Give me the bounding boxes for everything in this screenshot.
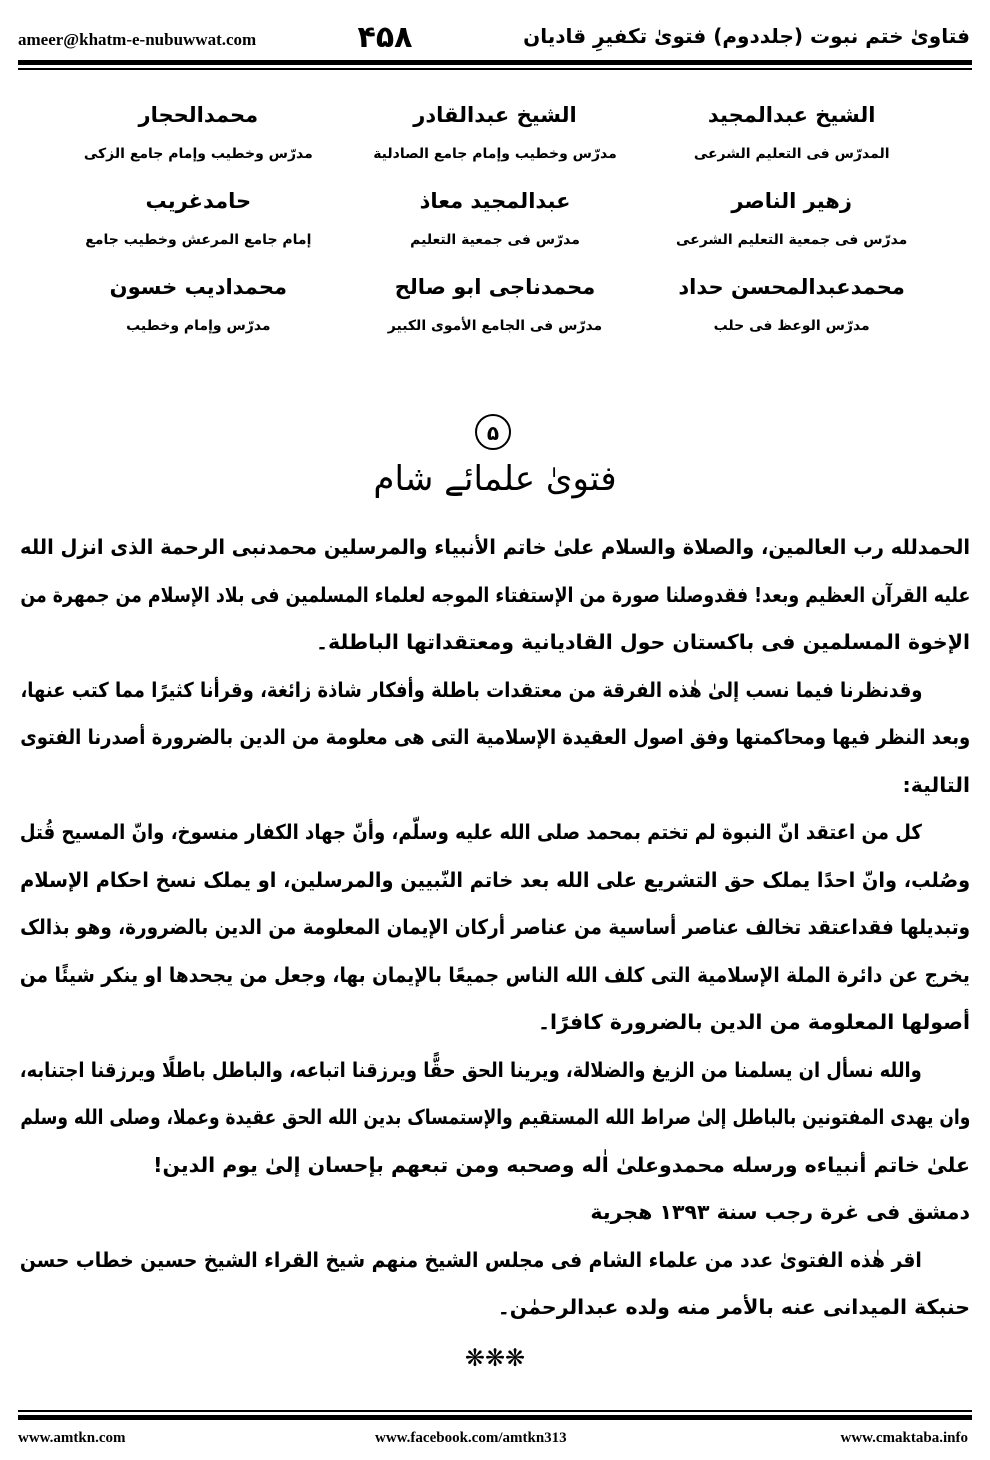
body-line: [20, 619, 970, 667]
signatory-title: المدرّس فی التعليم الشرعی: [693, 146, 890, 162]
footer-link-right[interactable]: www.cmaktaba.info: [840, 1430, 968, 1446]
body-line-text: يخرج عن دائرة الملة الإسلامية التی كلف الله الناس جميعًا بالإيمان بها، وجعل من يجحدها او ينكر شيئًا من: [20, 962, 970, 987]
header-rule-thin: [18, 68, 972, 70]
body-line: [20, 1284, 970, 1332]
body-line-text: وان يهدی المفتونين بالباطل إلیٰ صراط الله المستقيم والإستمساک بدين الله الحق عقيدة وعملا، وصلی الله وسلم: [20, 1105, 970, 1129]
body-line: [20, 809, 970, 857]
signatory-name: محمداديب خسون: [109, 275, 288, 299]
body-line: [20, 762, 970, 810]
body-line-text: اقر هٰذه الفتویٰ عدد من علماء الشام فی مجلس الشيخ منهم شيخ القراء الشيخ حسين خطاب حسن: [19, 1247, 922, 1272]
signatory: [50, 267, 347, 353]
signatory-name: زهير الناصر: [731, 189, 852, 213]
body-line-text: كل من اعتقد انّ النبوة لم تختم بمحمد صلی الله عليه وسلّم، وأنّ جهاد الكفار منسوخ، وانّ المسيح قُتل: [19, 820, 922, 844]
signatory-name: الشيخ عبدالمجيد: [707, 103, 876, 127]
signatory-name: عبدالمجيد معاذ: [419, 189, 571, 213]
date-line: [20, 1189, 970, 1237]
date-line-text: دمشق فی غرة رجب سنة ١٣٩٣ هجرية: [590, 1200, 970, 1224]
signatory-title: مدرّس الوعظ فی حلب: [713, 318, 870, 334]
body-line-text: والله نسأل ان يسلمنا من الزيغ والضلالة، ويرينا الحق حقًّا ويرزقنا اتباعه، والباطل باطلًا ويرزقنا اجتنابه،: [20, 1057, 922, 1082]
footer-rule-thick: [18, 1415, 972, 1420]
signatory: [347, 267, 644, 353]
body-line-text: عليه القرآن العظيم وبعد! فقدوصلنا صورة من الإستفتاء الموجه لعلماء المسلمين فی بلاد الإسلام من جمهرة من: [19, 582, 970, 607]
signatory: [643, 267, 940, 353]
body-line-text: وصُلب، وانّ احدًا يملک حق التشريع علی الله بعد خاتم النّبيين والمرسلين، او يملک نسخ احكام الإسلام: [20, 867, 970, 892]
signatories-grid: [50, 95, 940, 353]
signatory: [643, 181, 940, 267]
signatory: [347, 181, 644, 267]
signatory-title: مدرّس فی الجامع الأموی الكبير: [387, 318, 603, 334]
body-line-text: حنبكة الميدانی عنه بالأمر منه ولده عبدالرحمٰن۔: [497, 1295, 970, 1319]
page-number: ۴۵۸: [357, 20, 413, 55]
signatory-name: محمدناجی ابو صالح: [394, 275, 596, 299]
signatory-title: مدرّس وخطيب وإمام جامع الصادلية: [373, 146, 617, 162]
body-line: [20, 1047, 970, 1095]
fatwa-body: [20, 524, 970, 1332]
body-line: [20, 1094, 970, 1142]
body-line-text: الإخوة المسلمين فی باكستان حول القاديانية ومعتقداتها الباطلة۔: [316, 630, 970, 654]
signatory-name: محمدالحجار: [138, 103, 259, 127]
body-line-text: وتبديلها فقداعتقد تخالف عناصر أساسية من عناصر أركان الإيمان المعلومة من الدين بالضرورة، وهو بذالک: [20, 915, 970, 939]
signatory: [347, 95, 644, 181]
body-line-text: الحمدلله رب العالمين، والصلاة والسلام علىٰ خاتم الأنبياء والمرسلين محمدنبی الرحمة الذی انزل الله: [20, 535, 970, 559]
body-line: [20, 952, 970, 1000]
signatory-title: مدرّس فی جمعية التعليم الشرعی: [675, 232, 908, 248]
section-heading: فتویٰ علمائے شام: [373, 459, 617, 499]
body-line-text: وقدنظرنا فيما نسب إلیٰ هٰذه الفرقة من معتقدات باطلة وأفكار شاذة زائغة، وقرأنا كثيرًا مما كتب عنها،: [20, 677, 922, 702]
body-line-text: علیٰ خاتم أنبياءه ورسله محمدوعلیٰ اٰله وصحبه ومن تبعهم بإحسان إلیٰ يوم الدين!: [153, 1152, 970, 1177]
body-line: [20, 1237, 970, 1285]
book-title: فتاویٰ ختم نبوت (جلددوم) فتویٰ تکفیرِ قادیان: [523, 24, 970, 48]
footer-rule-thin: [18, 1410, 972, 1412]
body-line: [20, 524, 970, 572]
signatory: [643, 95, 940, 181]
footer-link-center[interactable]: www.facebook.com/amtkn313: [375, 1430, 567, 1446]
header-email: ameer@khatm-e-nubuwwat.com: [18, 30, 257, 49]
signatory: [50, 95, 347, 181]
body-line: [20, 1142, 970, 1190]
header-rule-thick: [18, 60, 972, 65]
signatory-title: مدرّس وخطيب وإمام جامع الزكی: [83, 146, 313, 162]
section-number: ۵: [475, 414, 511, 450]
signatory-title: مدرّس فی جمعية التعليم: [410, 232, 580, 248]
body-line: [20, 667, 970, 715]
body-line: [20, 714, 970, 762]
footer-link-left[interactable]: www.amtkn.com: [18, 1430, 126, 1446]
signatory: [50, 181, 347, 267]
body-line-text: أصولها المعلومة من الدين بالضرورة كافرًا۔: [537, 1010, 970, 1034]
section-end-ornament: ❋❋❋: [464, 1344, 526, 1372]
body-line: [20, 572, 970, 620]
body-line: [20, 999, 970, 1047]
body-line-text: التالية:: [902, 772, 970, 797]
body-line: [20, 904, 970, 952]
body-line: [20, 857, 970, 905]
signatory-name: الشيخ عبدالقادر: [413, 103, 577, 127]
signatory-title: مدرّس وإمام وخطيب: [126, 318, 271, 334]
body-line-text: وبعد النظر فيها ومحاكمتها وفق اصول العقيدة الإسلامية التی هی معلومة من الدين بالضرورة أصدرنا الفتوی: [20, 725, 970, 749]
signatory-name: حامدغريب: [145, 189, 252, 213]
signatory-title: إمام جامع المرعش وخطيب جامع: [85, 232, 312, 248]
signatory-name: محمدعبدالمحسن حداد: [678, 275, 905, 299]
